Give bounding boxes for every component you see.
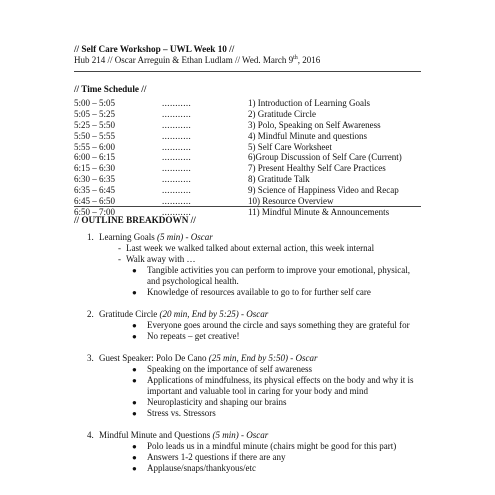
dash-text: Last week we walked talked about external action, this week internal	[126, 243, 375, 253]
schedule-row	[74, 185, 421, 196]
bullet-text: Tangible activities you can perform to improve your emotional, physical, and psychological health.	[147, 265, 411, 286]
schedule-dots: ...........	[162, 174, 192, 185]
schedule-row	[74, 98, 421, 109]
outline-item	[74, 232, 424, 298]
outline-item-heading	[74, 309, 424, 320]
bullet-point	[74, 265, 424, 287]
bullet-icon: ●	[132, 266, 137, 275]
schedule-activity: 9) Science of Happiness Video and Recap	[248, 185, 399, 196]
document-meta	[74, 55, 320, 66]
schedule-row	[74, 109, 421, 120]
schedule-activity: 11) Mindful Minute & Announcements	[248, 206, 390, 217]
schedule-time: 5:05 – 5:25	[74, 108, 116, 119]
bullet-text: Everyone goes around the circle and says something they are grateful for	[147, 320, 410, 330]
bullet-icon: ●	[132, 398, 137, 407]
bullet-icon: ●	[132, 376, 137, 385]
schedule-dots: ...........	[162, 108, 192, 119]
schedule-dots: ...........	[162, 130, 192, 141]
schedule-row	[74, 174, 421, 185]
bullet-text: Speaking on the importance of self awareness	[147, 364, 312, 374]
outline-item	[74, 353, 424, 419]
bullet-icon: ●	[132, 442, 137, 451]
meta-prefix: Hub 214 // Oscar Arreguin & Ethan Ludlam // Wed. March 9	[74, 55, 294, 65]
dash-point	[74, 254, 424, 265]
dash-point	[74, 243, 424, 254]
bullet-icon: ●	[132, 453, 137, 462]
schedule-activity: 6)Group Discussion of Self Care (Current)	[248, 152, 402, 163]
bullet-text: Stress vs. Stressors	[147, 408, 216, 418]
bullet-point	[74, 452, 424, 463]
schedule-dots: ...........	[162, 141, 192, 152]
item-title: Mindful Minute and Questions	[99, 430, 213, 440]
bullet-text: Knowledge of resources available to go to for further self care	[147, 287, 371, 297]
time-schedule	[74, 98, 421, 218]
schedule-time: 6:30 – 6:35	[74, 174, 116, 185]
schedule-row	[74, 163, 421, 174]
meta-suffix: , 2016	[297, 55, 321, 65]
schedule-activity: 5) Self Care Worksheet	[248, 141, 332, 152]
schedule-dots: ...........	[162, 196, 192, 207]
schedule-activity: 4) Mindful Minute and questions	[248, 130, 367, 141]
bullet-point	[74, 408, 424, 419]
item-number: 1.	[87, 232, 94, 242]
schedule-heading: // Time Schedule //	[74, 84, 147, 94]
schedule-time: 5:50 – 5:55	[74, 130, 116, 141]
schedule-time: 6:50 – 7:00	[74, 206, 116, 217]
schedule-activity: 3) Polo, Speaking on Self Awareness	[248, 119, 381, 130]
bullet-point	[74, 364, 424, 375]
bullet-text: Polo leads us in a mindful minute (chairs might be good for this part)	[147, 441, 397, 451]
dash-text: Walk away with …	[126, 254, 196, 264]
outline-breakdown	[74, 232, 424, 485]
schedule-activity: 10) Resource Overview	[248, 196, 334, 207]
item-title: Guest Speaker: Polo De Cano	[99, 353, 209, 363]
outline-heading: // OUTLINE BREAKDOWN //	[74, 215, 196, 225]
bullet-point	[74, 331, 424, 342]
schedule-row	[74, 131, 421, 142]
schedule-activity: 8) Gratitude Talk	[248, 174, 310, 185]
bullet-point	[74, 463, 424, 474]
bullet-icon: ●	[132, 365, 137, 374]
schedule-time: 6:45 – 6:50	[74, 196, 116, 207]
item-title: Gratitude Circle	[99, 309, 160, 319]
schedule-dots: ...........	[162, 119, 192, 130]
item-detail: (25 min, End by 5:50) - Oscar	[208, 353, 318, 363]
schedule-time: 6:35 – 6:45	[74, 185, 116, 196]
outline-item-heading	[74, 430, 424, 441]
bullet-icon: ●	[132, 288, 137, 297]
bullet-icon: ●	[132, 464, 137, 473]
schedule-row	[74, 142, 421, 153]
bullet-icon: ●	[132, 332, 137, 341]
outline-item	[74, 430, 424, 474]
schedule-activity: 2) Gratitude Circle	[248, 108, 316, 119]
schedule-time: 5:55 – 6:00	[74, 141, 116, 152]
bullet-point	[74, 441, 424, 452]
dash-marker: -	[118, 254, 121, 264]
schedule-dots: ...........	[162, 163, 192, 174]
bullet-text: Answers 1-2 questions if there are any	[147, 452, 286, 462]
dash-marker: -	[118, 243, 121, 253]
item-number: 4.	[87, 430, 94, 440]
item-detail: (5 min) - Oscar	[156, 232, 213, 242]
schedule-dots: ...........	[162, 206, 192, 217]
schedule-dots: ...........	[162, 152, 192, 163]
schedule-dots: ...........	[162, 185, 192, 196]
item-title: Learning Goals	[99, 232, 157, 242]
schedule-dots: ...........	[162, 98, 192, 108]
bullet-point	[74, 287, 424, 298]
bullet-text: No repeats – get creative!	[147, 331, 240, 341]
divider-bottom	[74, 206, 421, 207]
item-detail: (20 min, End by 5:25) - Oscar	[159, 309, 269, 319]
bullet-text: Applications of mindfulness, its physical effects on the body and why it is important and valuable tool in caring for your body and mind	[147, 375, 414, 396]
bullet-point	[74, 375, 424, 397]
bullet-point	[74, 397, 424, 408]
item-detail: (5 min) - Oscar	[212, 430, 269, 440]
outline-item-heading	[74, 232, 424, 243]
bullet-text: Neuroplasticity and shaping our brains	[147, 397, 287, 407]
item-number: 2.	[87, 309, 94, 319]
schedule-time: 6:00 – 6:15	[74, 152, 116, 163]
schedule-time: 5:00 – 5:05	[74, 98, 116, 108]
outline-item-heading	[74, 353, 424, 364]
schedule-row	[74, 120, 421, 131]
schedule-time: 5:25 – 5:50	[74, 119, 116, 130]
bullet-text: Applause/snaps/thankyous/etc	[147, 463, 256, 473]
schedule-activity: 1) Introduction of Learning Goals	[248, 98, 370, 108]
bullet-icon: ●	[132, 321, 137, 330]
outline-item	[74, 309, 424, 342]
schedule-activity: 7) Present Healthy Self Care Practices	[248, 163, 386, 174]
document-title: // Self Care Workshop – UWL Week 10 //	[74, 44, 235, 54]
meta-sup: th	[293, 55, 298, 61]
divider-top	[74, 71, 421, 72]
schedule-time: 6:15 – 6:30	[74, 163, 116, 174]
bullet-icon: ●	[132, 409, 137, 418]
item-number: 3.	[87, 353, 94, 363]
bullet-point	[74, 320, 424, 331]
schedule-row	[74, 152, 421, 163]
